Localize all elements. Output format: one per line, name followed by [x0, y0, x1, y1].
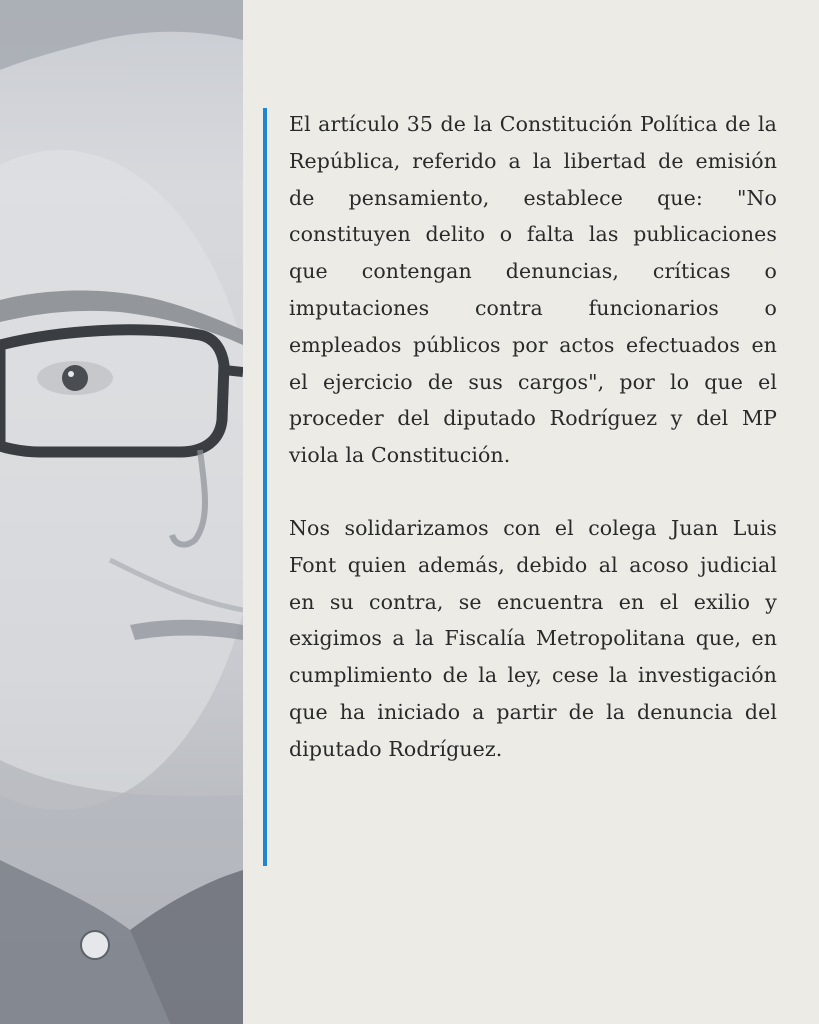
article-paragraph-2: Nos solidarizamos con el colega Juan Luis Font quien además, debido al acoso judicial en su contra, se encuentra en el exilio y exigimos a la Fiscalía Metropolitana que, en cumplimiento de la ley, cese la investigación que ha iniciado a partir de la denuncia del diputado Rodríguez. — [289, 515, 777, 761]
portrait-illustration — [0, 0, 243, 1024]
portrait-photo — [0, 0, 243, 1024]
article-paragraph-1: El artículo 35 de la Constitución Política de la República, referido a la libertad de emisión de pensamiento, establece que: "No constituyen delito o falta las publicaciones que contengan denuncias, críticas o imputaciones contra funcionarios o empleados públicos por actos efectuados en el ejercicio de sus cargos", por lo que el proceder del diputado Rodríguez y del MP viola la Constitución. — [289, 112, 777, 468]
article-body — [289, 106, 777, 804]
accent-divider — [263, 108, 267, 866]
